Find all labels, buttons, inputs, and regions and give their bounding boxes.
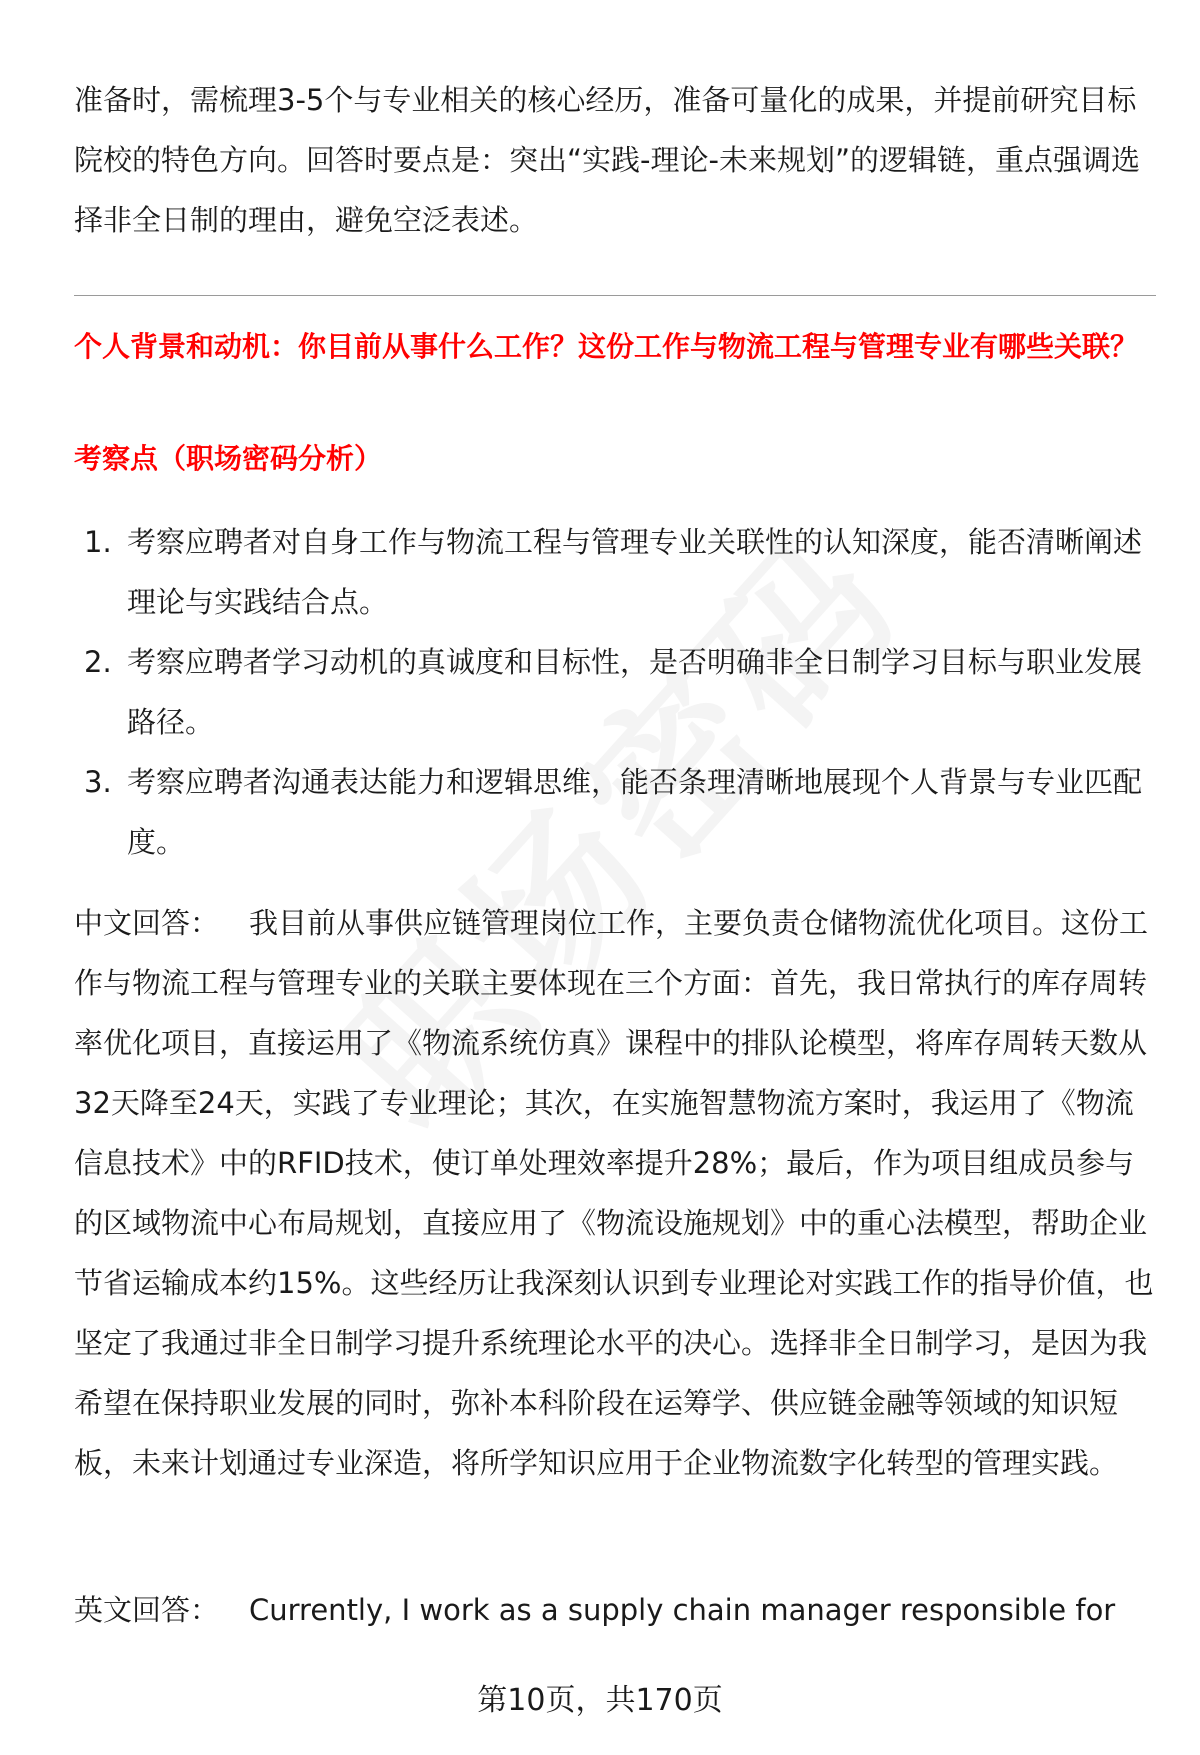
chinese-answer-text: 我目前从事供应链管理岗位工作，主要负责仓储物流优化项目。这份工作与物流工程与管理专业的关联主要体现在三个方面：首先，我日常执行的库存周转率优化项目，直接运用了《物流系统仿真》课程中的排队论模型，将库存周转天数从32天降至24天，实践了专业理论；其次，在实施智慧物流方案时，我运用了《物流信息技术》中的RFID技术，使订单处理效率提升28%；最后，作为项目组成员参与的区域物流中心布局规划，直接应用了《物流设施规划》中的重心法模型，帮助企业节省运输成本约15%。这些经历让我深刻认识到专业理论对实践工作的指导价值，也坚定了我通过非全日制学习提升系统理论水平的决心。选择非全日制学习，是因为我希望在保持职业发展的同时，弥补本科阶段在运筹学、供应链金融等领域的知识短板，未来计划通过专业深造，将所学知识应用于企业物流数字化转型的管理实践。: [74, 906, 1154, 1480]
list-item: [74, 632, 1144, 752]
list-text: 考察应聘者学习动机的真诚度和目标性，是否明确非全日制学习目标与职业发展路径。: [127, 645, 1143, 739]
list-number: 1.: [84, 525, 112, 559]
question-heading: 个人背景和动机：你目前从事什么工作？这份工作与物流工程与管理专业有哪些关联？: [74, 330, 1139, 363]
english-answer-label: 英文回答：: [74, 1593, 220, 1627]
page-number-footer: 第10页，共170页: [477, 1683, 723, 1718]
focus-heading: 考察点（职场密码分析）: [74, 442, 383, 475]
list-number: 2.: [84, 645, 112, 679]
chinese-answer-label: 中文回答：: [74, 906, 220, 940]
list-text: 考察应聘者沟通表达能力和逻辑思维，能否条理清晰地展现个人背景与专业匹配度。: [127, 765, 1143, 859]
focus-points-list: [74, 512, 1144, 872]
intro-paragraph: 准备时，需梳理3-5个与专业相关的核心经历，准备可量化的成果，并提前研究目标院校的特色方向。回答时要点是：突出“实践-理论-未来规划”的逻辑链，重点强调选择非全日制的理由，避免空泛表述。: [74, 83, 1140, 237]
list-number: 3.: [84, 765, 112, 799]
chinese-answer-paragraph: [74, 893, 1156, 1493]
list-item: [74, 752, 1144, 872]
list-text: 考察应聘者对自身工作与物流工程与管理专业关联性的认知深度，能否清晰阐述理论与实践结合点。: [127, 525, 1143, 619]
english-answer-text: Currently, I work as a supply chain manager responsible for: [249, 1593, 1116, 1627]
section-divider: [74, 295, 1156, 296]
english-answer-paragraph: [74, 1580, 1156, 1640]
list-item: [74, 512, 1144, 632]
